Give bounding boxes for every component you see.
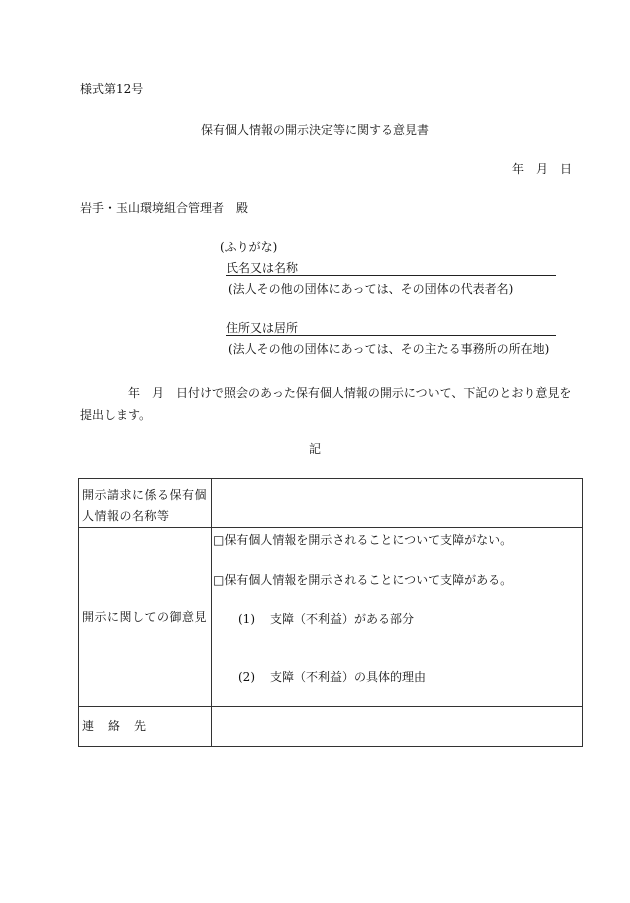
opinion-label: 開示に関しての御意見 [82, 610, 208, 624]
item-number: (1) [238, 612, 255, 626]
objection-checkbox[interactable]: □保有個人情報を開示されることについて支障がある。 [213, 573, 513, 587]
form-number: 様式第12号 [80, 82, 144, 96]
date-line: 年 月 日 [512, 162, 573, 176]
opinion-cell [212, 528, 583, 707]
ki-heading: 記 [308, 442, 321, 456]
address-field[interactable]: 住所又は居所 [226, 322, 556, 336]
item-text: 支障（不利益）がある部分 [270, 612, 415, 626]
document-title: 保有個人情報の開示決定等に関する意見書 [200, 123, 429, 137]
record-name-label: 開示請求に係る保有個人情報の名称等 [82, 488, 208, 523]
table-cell-label [79, 707, 212, 747]
table-cell-label [79, 528, 212, 707]
table-cell-label [79, 479, 212, 528]
opinion-table [78, 478, 583, 747]
addressee: 岩手・玉山環境組合管理者 殿 [80, 201, 249, 215]
objection-part-item[interactable] [238, 613, 414, 625]
item-text: 支障（不利益）の具体的理由 [270, 670, 427, 684]
record-name-input-cell[interactable] [212, 479, 583, 528]
body-paragraph: 年 月 日付けで照会のあった保有個人情報の開示について、下記のとおり意見を提出します。 [80, 386, 572, 422]
name-note: (法人その他の団体にあっては、その団体の代表者名) [228, 282, 514, 296]
table-row [79, 479, 583, 528]
table-row [79, 528, 583, 707]
contact-input-cell[interactable] [212, 707, 583, 747]
no-objection-checkbox[interactable]: □保有個人情報を開示されることについて支障がない。 [213, 533, 513, 547]
furigana-label: (ふりがな) [220, 240, 278, 254]
item-number: (2) [238, 670, 255, 684]
address-note: (法人その他の団体にあっては、その主たる事務所の所在地) [228, 342, 550, 356]
name-field[interactable]: 氏名又は名称 [226, 262, 556, 276]
table-row [79, 707, 583, 747]
objection-reason-item[interactable] [238, 671, 426, 683]
contact-label: 連絡先 [82, 719, 161, 733]
